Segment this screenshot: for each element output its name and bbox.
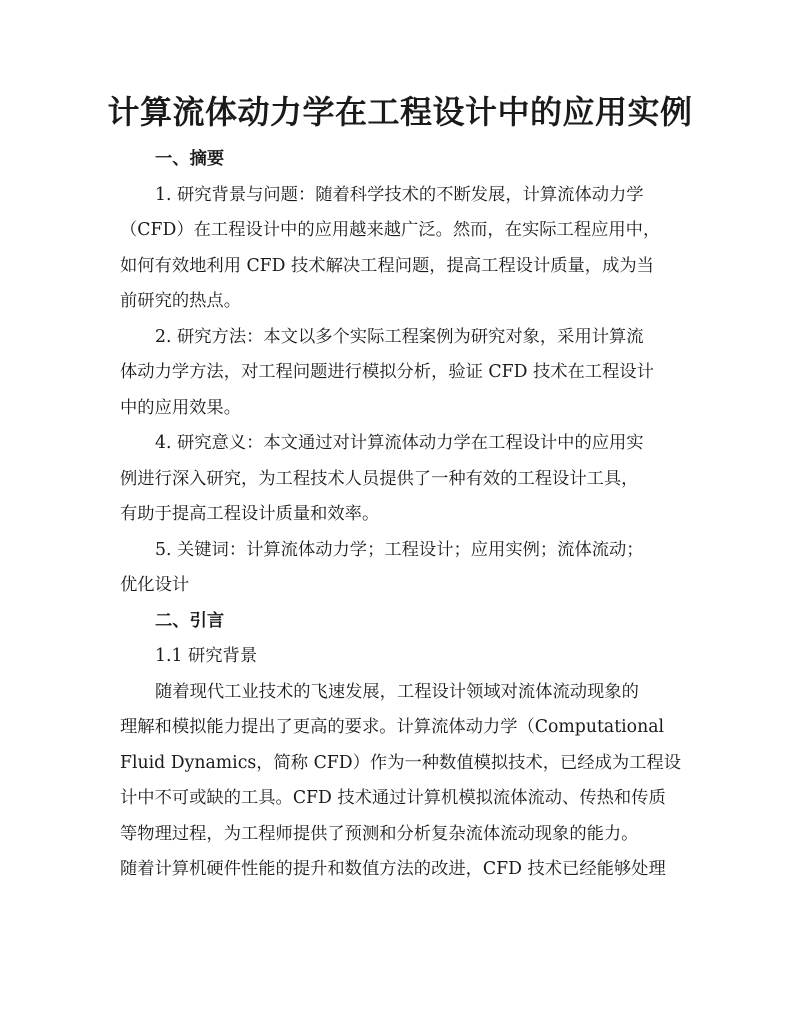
document-title: 计算流体动力学在工程设计中的应用实例 xyxy=(107,93,693,131)
paragraph-line: 4. 研究意义：本文通过对计算流体动力学在工程设计中的应用实 xyxy=(155,433,644,453)
subsection-heading: 1.1 研究背景 xyxy=(155,646,258,666)
paragraph-line: 体动力学方法，对工程问题进行模拟分析，验证 CFD 技术在工程设计 xyxy=(120,362,654,382)
paragraph-line: 随着现代工业技术的飞速发展，工程设计领域对流体流动现象的 xyxy=(155,681,639,702)
paragraph-line: 中的应用效果。 xyxy=(120,397,241,418)
paragraph-line: 例进行深入研究，为工程技术人员提供了一种有效的工程设计工具， xyxy=(120,468,639,489)
paragraph-line: 随着计算机硬件性能的提升和数值方法的改进，CFD 技术已经能够处理 xyxy=(120,859,666,879)
paragraph-line: 如何有效地利用 CFD 技术解决工程问题，提高工程设计质量，成为当 xyxy=(120,255,654,276)
paragraph-line: 理解和模拟能力提出了更高的要求。计算流体动力学（Computational xyxy=(120,717,665,737)
paragraph-line: 1. 研究背景与问题：随着科学技术的不断发展，计算流体动力学 xyxy=(155,184,644,205)
paragraph-line: 前研究的热点。 xyxy=(120,291,241,311)
paragraph-line: 5. 关键词：计算流体动力学；工程设计；应用实例；流体流动； xyxy=(155,539,644,560)
document-body xyxy=(120,142,680,888)
section-heading-introduction: 二、引言 xyxy=(155,610,225,631)
paragraph-line: 等物理过程，为工程师提供了预测和分析复杂流体流动现象的能力。 xyxy=(120,823,639,844)
paragraph-line: 2. 研究方法：本文以多个实际工程案例为研究对象，采用计算流 xyxy=(155,326,644,347)
paragraph-line: 计中不可或缺的工具。CFD 技术通过计算机模拟流体流动、传热和传质 xyxy=(120,788,666,808)
paragraph-line: 优化设计 xyxy=(120,575,190,595)
section-heading-abstract: 一、摘要 xyxy=(155,149,225,169)
paragraph-line: 有助于提高工程设计质量和效率。 xyxy=(120,504,380,524)
paragraph-line: （CFD）在工程设计中的应用越来越广泛。然而，在实际工程应用中， xyxy=(120,220,661,240)
paragraph-line: Fluid Dynamics，简称 CFD）作为一种数值模拟技术，已经成为工程设 xyxy=(120,752,681,773)
